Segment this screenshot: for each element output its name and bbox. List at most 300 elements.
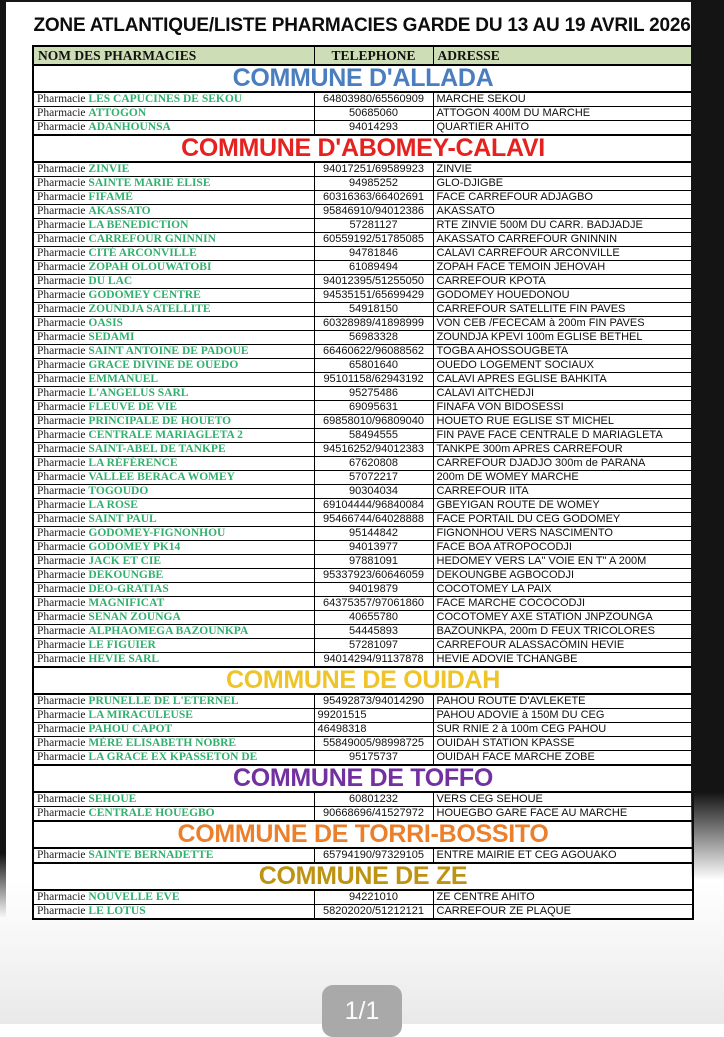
pharmacy-name: ZOPAH OLOUWATOBI — [88, 261, 212, 273]
pharmacy-name: PRINCIPALE DE HOUETO — [88, 415, 232, 427]
address-cell: CARREFOUR KPOTA — [433, 275, 693, 289]
pharmacy-name-cell — [33, 247, 314, 261]
pharmacy-prefix: Pharmacie — [37, 583, 89, 595]
pharmacy-name: CENTRALE HOUEGBO — [88, 807, 215, 819]
pharmacy-name: LES CAPUCINES DE SEKOU — [88, 93, 243, 105]
table-row — [33, 415, 693, 429]
address-cell: RTE ZINVIE 500M DU CARR. BADJADJE — [433, 219, 693, 233]
table-row — [33, 191, 693, 205]
phone-cell: 55849005/98998725 — [314, 737, 433, 751]
phone-cell: 90668696/41527972 — [314, 807, 433, 822]
pharmacy-name: VALLEE BERACA WOMEY — [88, 471, 235, 483]
pharmacy-name-cell — [33, 233, 314, 247]
pharmacy-name-cell — [33, 457, 314, 471]
pharmacy-name: SAINT-ABEL DE TANKPE — [88, 443, 226, 455]
pharmacy-name: PAHOU CAPOT — [88, 723, 173, 735]
phone-cell: 69104444/96840084 — [314, 499, 433, 513]
phone-cell: 95144842 — [314, 527, 433, 541]
pharmacy-prefix: Pharmacie — [37, 107, 89, 119]
address-cell: CARREFOUR ALASSACÔMIN HEVIE — [433, 639, 693, 653]
phone-cell: 57072217 — [314, 471, 433, 485]
table-row — [33, 219, 693, 233]
table-row — [33, 233, 693, 247]
phone-cell: 57281097 — [314, 639, 433, 653]
table-row — [33, 401, 693, 415]
table-row — [33, 848, 693, 863]
pharmacy-name: SAINT PAUL — [88, 513, 157, 525]
address-cell: PAHOU ADOVIE à 150M DU CEG — [433, 709, 693, 723]
pharmacy-prefix: Pharmacie — [37, 905, 89, 917]
address-cell: OUIDAH STATION KPASSE — [433, 737, 693, 751]
phone-cell: 69858010/96809040 — [314, 415, 433, 429]
pharmacy-name: SEDAMI — [88, 331, 135, 343]
pharmacy-name: FIFAMÈ — [88, 191, 133, 203]
pharmacy-name: GODOMEY CENTRE — [88, 289, 201, 301]
address-cell: CALAVI APRES EGLISE BAHKITA — [433, 373, 693, 387]
pharmacy-name: SENAN ZOUNGA — [88, 611, 181, 623]
pharmacy-name-cell — [33, 205, 314, 219]
table-row — [33, 723, 693, 737]
address-cell: GODOMEY HOUEDONOU — [433, 289, 693, 303]
pharmacy-prefix: Pharmacie — [37, 695, 89, 707]
column-header-adresse: ADRESSE — [433, 46, 693, 65]
table-row — [33, 527, 693, 541]
pharmacy-name-cell — [33, 387, 314, 401]
pharmacy-name-cell — [33, 625, 314, 639]
pharmacy-name-cell — [33, 191, 314, 205]
phone-cell: 65801640 — [314, 359, 433, 373]
address-cell: AKASSATO — [433, 205, 693, 219]
pharmacy-name-cell — [33, 694, 314, 709]
table-row — [33, 807, 693, 822]
table-row — [33, 541, 693, 555]
pharmacy-name: LA MIRACULEUSE — [88, 709, 193, 721]
pharmacy-prefix: Pharmacie — [37, 891, 89, 903]
table-row — [33, 162, 693, 177]
phone-cell: 46498318 — [314, 723, 433, 737]
phone-cell: 94014294/91137878 — [314, 653, 433, 668]
table-row — [33, 261, 693, 275]
address-cell: TANKPE 300m APRES CARREFOUR — [433, 443, 693, 457]
address-cell: CARREFOUR ZE PLAQUE — [433, 905, 693, 920]
address-cell: HOUEGBO GARE FACE AU MARCHE — [433, 807, 693, 822]
pharmacy-name-cell — [33, 289, 314, 303]
pharmacy-name-cell — [33, 569, 314, 583]
table-row — [33, 121, 693, 136]
address-cell: AKASSATO CARREFOUR GNINNIN — [433, 233, 693, 247]
pharmacy-prefix: Pharmacie — [37, 611, 89, 623]
phone-cell: 57281127 — [314, 219, 433, 233]
address-cell: QUARTIER AHITO — [433, 121, 693, 136]
pharmacy-name: HEVIE SARL — [88, 653, 160, 665]
table-row — [33, 457, 693, 471]
phone-cell: 90304034 — [314, 485, 433, 499]
pharmacy-prefix: Pharmacie — [37, 331, 89, 343]
table-row — [33, 737, 693, 751]
phone-cell: 64375357/97061860 — [314, 597, 433, 611]
photo-edge-left — [0, 0, 6, 918]
pharmacy-name-cell — [33, 611, 314, 625]
commune-header: COMMUNE DE ZE — [33, 863, 693, 890]
table-row — [33, 569, 693, 583]
address-cell: HOUETO RUE EGLISE ST MICHEL — [433, 415, 693, 429]
phone-cell: 61089494 — [314, 261, 433, 275]
address-cell: OUEDO LOGEMENT SOCIAUX — [433, 359, 693, 373]
pharmacy-name-cell — [33, 429, 314, 443]
address-cell: COCOTOMEY LA PAIX — [433, 583, 693, 597]
phone-cell: 54445893 — [314, 625, 433, 639]
address-cell: PAHOU ROUTE D'AVLEKETE — [433, 694, 693, 709]
pharmacy-name-cell — [33, 709, 314, 723]
pharmacy-prefix: Pharmacie — [37, 639, 89, 651]
photo-edge-top — [0, 0, 724, 2]
pharmacy-name-cell — [33, 499, 314, 513]
table-header-row — [33, 46, 693, 65]
pharmacy-name: GODOMEY-FIGNONHOU — [88, 527, 226, 539]
pharmacy-name: ATTOGON — [88, 107, 147, 119]
pharmacy-prefix: Pharmacie — [37, 247, 89, 259]
phone-cell: 95337923/60646059 — [314, 569, 433, 583]
commune-header: COMMUNE DE OUIDAH — [33, 667, 693, 694]
table-row — [33, 303, 693, 317]
pharmacy-name: LA ROSE — [88, 499, 138, 511]
address-cell: FIGNONHOU VERS NASCIMENTO — [433, 527, 693, 541]
table-row — [33, 513, 693, 527]
phone-cell: 66460622/96088562 — [314, 345, 433, 359]
pharmacy-name-cell — [33, 583, 314, 597]
pharmacy-name: JACK ET CIE — [88, 555, 162, 567]
pharmacy-name-cell — [33, 317, 314, 331]
pharmacy-name: DU LAC — [88, 275, 133, 287]
table-row — [33, 429, 693, 443]
pharmacy-name-cell — [33, 541, 314, 555]
table-row — [33, 92, 693, 107]
phone-cell: 97881091 — [314, 555, 433, 569]
commune-header-row — [33, 765, 693, 792]
pharmacy-prefix: Pharmacie — [37, 317, 89, 329]
pharmacy-prefix: Pharmacie — [37, 541, 89, 553]
commune-header-row — [33, 667, 693, 694]
pharmacy-prefix: Pharmacie — [37, 499, 89, 511]
pharmacy-name-cell — [33, 737, 314, 751]
commune-header-row — [33, 135, 693, 162]
pharmacy-prefix: Pharmacie — [37, 219, 89, 231]
pharmacy-prefix: Pharmacie — [37, 93, 89, 105]
table-row — [33, 205, 693, 219]
pharmacy-name: EMMANUEL — [88, 373, 159, 385]
phone-cell: 40655780 — [314, 611, 433, 625]
table-row — [33, 639, 693, 653]
photo-edge-right — [691, 0, 724, 880]
pharmacy-prefix: Pharmacie — [37, 191, 89, 203]
pharmacy-prefix: Pharmacie — [37, 527, 89, 539]
pharmacy-prefix: Pharmacie — [37, 387, 89, 399]
commune-header-row — [33, 863, 693, 890]
address-cell: CARREFOUR SATELLITE FIN PAVES — [433, 303, 693, 317]
pharmacy-name: PRUNELLE DE L'ETERNEL — [88, 695, 239, 707]
address-cell: ENTRE MAIRIE ET CEG AGOUAKO — [433, 848, 693, 863]
phone-cell: 95275486 — [314, 387, 433, 401]
pharmacy-name: FLEUVE DE VIE — [88, 401, 178, 413]
address-cell: FACE CARREFOUR ADJAGBO — [433, 191, 693, 205]
table-row — [33, 653, 693, 668]
pharmacy-prefix: Pharmacie — [37, 415, 89, 427]
table-row — [33, 331, 693, 345]
pharmacy-name-cell — [33, 345, 314, 359]
phone-cell: 94014293 — [314, 121, 433, 136]
pharmacy-name-cell — [33, 359, 314, 373]
commune-header: COMMUNE D'ALLADA — [33, 65, 693, 92]
pharmacy-name: SAINT ANTOINE DE PADOUE — [88, 345, 249, 357]
phone-cell: 56983328 — [314, 331, 433, 345]
pharmacy-name: AKASSATO — [88, 205, 151, 217]
table-row — [33, 709, 693, 723]
pharmacy-name-cell — [33, 415, 314, 429]
address-cell: CARREFOUR IITA — [433, 485, 693, 499]
pharmacy-prefix: Pharmacie — [37, 513, 89, 525]
phone-cell: 94019879 — [314, 583, 433, 597]
address-cell: ZOUNDJA KPEVI 100m EGLISE BETHEL — [433, 331, 693, 345]
pharmacy-name-cell — [33, 121, 314, 136]
table-row — [33, 485, 693, 499]
phone-cell: 60559192/51785085 — [314, 233, 433, 247]
address-cell: FACE PORTAIL DU CEG GODOMEY — [433, 513, 693, 527]
page-indicator-badge — [322, 985, 402, 1037]
pharmacy-prefix: Pharmacie — [37, 471, 89, 483]
pharmacy-name: CENTRALE MARIAGLETA 2 — [88, 429, 243, 441]
pharmacy-name: ALPHAOMEGA BAZOUNKPA — [88, 625, 249, 637]
pharmacy-name: LE FIGUIER — [88, 639, 156, 651]
pharmacy-name: CITÉ ARCONVILLE — [88, 247, 197, 259]
pharmacy-name-cell — [33, 653, 314, 668]
address-cell: FIN PAVE FACE CENTRALE D MARIAGLETA — [433, 429, 693, 443]
commune-header-row — [33, 821, 693, 848]
phone-cell: 95175737 — [314, 751, 433, 766]
pharmacy-name: ZOUNDJA SATELLITE — [88, 303, 211, 315]
pharmacy-prefix: Pharmacie — [37, 205, 89, 217]
address-cell: FACE BOA ATROPOCODJI — [433, 541, 693, 555]
phone-cell: 65794190/97329105 — [314, 848, 433, 863]
phone-cell: 95846910/94012386 — [314, 205, 433, 219]
pharmacy-prefix: Pharmacie — [37, 723, 89, 735]
address-cell: 200m DE WOMEY MARCHE — [433, 471, 693, 485]
table-row — [33, 345, 693, 359]
commune-header: COMMUNE DE TOFFO — [33, 765, 693, 792]
pharmacy-name-cell — [33, 513, 314, 527]
pharmacy-prefix: Pharmacie — [37, 555, 89, 567]
table-row — [33, 625, 693, 639]
table-row — [33, 792, 693, 807]
pharmacy-name-cell — [33, 723, 314, 737]
pharmacy-name: LE LOTUS — [88, 905, 146, 917]
address-cell: ZINVIE — [433, 162, 693, 177]
address-cell: ZOPAH FACE TEMOIN JEHOVAH — [433, 261, 693, 275]
phone-cell: 94781846 — [314, 247, 433, 261]
table-row — [33, 387, 693, 401]
table-row — [33, 499, 693, 513]
pharmacy-name: ADANHOUNSA — [88, 121, 171, 133]
address-cell: CALAVI AITCHEDJI — [433, 387, 693, 401]
address-cell: SUR RNIE 2 à 100m CEG PAHOU — [433, 723, 693, 737]
pharmacy-name-cell — [33, 219, 314, 233]
pharmacy-name: TOGOUDO — [88, 485, 149, 497]
commune-header: COMMUNE DE TORRI-BOSSITO — [33, 821, 693, 848]
pharmacy-prefix: Pharmacie — [37, 457, 89, 469]
address-cell: BAZOUNKPA, 200m D FEUX TRICOLORES — [433, 625, 693, 639]
phone-cell: 60328989/41898999 — [314, 317, 433, 331]
table-row — [33, 247, 693, 261]
address-cell: CARREFOUR DJADJO 300m de PARANA — [433, 457, 693, 471]
pharmacy-prefix: Pharmacie — [37, 373, 89, 385]
page-indicator: 1/1 — [344, 996, 380, 1025]
phone-cell: 95466744/64028888 — [314, 513, 433, 527]
pharmacy-prefix: Pharmacie — [37, 625, 89, 637]
pharmacy-name-cell — [33, 792, 314, 807]
pharmacy-prefix: Pharmacie — [37, 485, 89, 497]
phone-cell: 99201515 — [314, 709, 433, 723]
address-cell: VERS CEG SEHOUE — [433, 792, 693, 807]
table-row — [33, 289, 693, 303]
address-cell: OUIDAH FACE MARCHE ZOBE — [433, 751, 693, 766]
pharmacy-prefix: Pharmacie — [37, 163, 89, 175]
pharmacy-name-cell — [33, 639, 314, 653]
pharmacy-name-cell — [33, 597, 314, 611]
table-row — [33, 694, 693, 709]
address-cell: CALAVI CARREFOUR ARCONVILLE — [433, 247, 693, 261]
pharmacy-prefix: Pharmacie — [37, 261, 89, 273]
pharmacy-prefix: Pharmacie — [37, 289, 89, 301]
pharmacy-prefix: Pharmacie — [37, 429, 89, 441]
pharmacy-name: LA RÉFÉRENCE — [88, 457, 178, 469]
pharmacy-name: L'ANGELUS SARL — [88, 387, 189, 399]
document-title: ZONE ATLANTIQUE/LISTE PHARMACIES GARDE DU 13 AU 19 AVRIL 2026 — [33, 15, 691, 36]
address-cell: HEDOMEY VERS LA" VOIE EN T" A 200M — [433, 555, 693, 569]
phone-cell: 60801232 — [314, 792, 433, 807]
pharmacy-name-cell — [33, 555, 314, 569]
pharmacy-name-cell — [33, 107, 314, 121]
address-cell: VON CEB /FECECAM à 200m FIN PAVES — [433, 317, 693, 331]
pharmacy-name-cell — [33, 471, 314, 485]
table-row — [33, 597, 693, 611]
phone-cell: 94017251/69589923 — [314, 162, 433, 177]
pharmacy-name: CARREFOUR GNINNIN — [88, 233, 216, 245]
pharmacy-name-cell — [33, 303, 314, 317]
pharmacy-prefix: Pharmacie — [37, 359, 89, 371]
pharmacy-name: LA BENEDICTION — [88, 219, 189, 231]
pharmacy-prefix: Pharmacie — [37, 345, 89, 357]
table-row — [33, 471, 693, 485]
pharmacy-name: SEHOUE — [88, 793, 137, 805]
table-row — [33, 373, 693, 387]
pharmacy-name-cell — [33, 527, 314, 541]
phone-cell: 94013977 — [314, 541, 433, 555]
phone-cell: 60316363/66402691 — [314, 191, 433, 205]
table-row — [33, 443, 693, 457]
commune-header: COMMUNE D'ABOMEY-CALAVI — [33, 135, 693, 162]
table-row — [33, 359, 693, 373]
pharmacy-prefix: Pharmacie — [37, 443, 89, 455]
phone-cell: 94221010 — [314, 890, 433, 905]
pharmacy-prefix: Pharmacie — [37, 569, 89, 581]
table-row — [33, 583, 693, 597]
phone-cell: 58202020/51212121 — [314, 905, 433, 920]
pharmacy-name: SAINTE BERNADETTE — [88, 849, 214, 861]
phone-cell: 94985252 — [314, 177, 433, 191]
pharmacy-prefix: Pharmacie — [37, 401, 89, 413]
pharmacy-name-cell — [33, 807, 314, 822]
address-cell: COCOTOMEY AXE STATION JNPZOUNGA — [433, 611, 693, 625]
address-cell: TOGBA AHOSSOUGBETA — [433, 345, 693, 359]
address-cell: DEKOUNGBE AGBOCODJI — [433, 569, 693, 583]
pharmacies-table — [32, 45, 694, 920]
pharmacy-name-cell — [33, 275, 314, 289]
commune-header-row — [33, 65, 693, 92]
address-cell: FACE MARCHE COCOCODJI — [433, 597, 693, 611]
pharmacy-name: NOUVELLE EVE — [88, 891, 180, 903]
pharmacy-name-cell — [33, 331, 314, 345]
pharmacy-name-cell — [33, 162, 314, 177]
address-cell: GLO-DJIGBE — [433, 177, 693, 191]
address-cell: HEVIE ADOVIE TCHANGBE — [433, 653, 693, 668]
phone-cell: 94535151/65699429 — [314, 289, 433, 303]
pharmacy-name-cell — [33, 261, 314, 275]
phone-cell: 50685060 — [314, 107, 433, 121]
phone-cell: 95101158/62943192 — [314, 373, 433, 387]
column-header-nom: NOM DES PHARMACIES — [33, 46, 314, 65]
pharmacy-name: MAGNIFICAT — [88, 597, 165, 609]
address-cell: MARCHE SEKOU — [433, 92, 693, 107]
pharmacy-name-cell — [33, 443, 314, 457]
pharmacy-name-cell — [33, 848, 314, 863]
pharmacy-prefix: Pharmacie — [37, 751, 89, 763]
pharmacy-prefix: Pharmacie — [37, 807, 89, 819]
pharmacy-name-cell — [33, 401, 314, 415]
pharmacy-prefix: Pharmacie — [37, 597, 89, 609]
pharmacy-name-cell — [33, 177, 314, 191]
address-cell: ATTOGON 400M DU MARCHE — [433, 107, 693, 121]
table-row — [33, 905, 693, 920]
pharmacy-name: SAINTE MARIE ELISE — [88, 177, 211, 189]
pharmacy-name: OASIS — [88, 317, 123, 329]
table-row — [33, 177, 693, 191]
pharmacy-prefix: Pharmacie — [37, 653, 89, 665]
pharmacy-prefix: Pharmacie — [37, 737, 89, 749]
table-row — [33, 611, 693, 625]
phone-cell: 67620808 — [314, 457, 433, 471]
table-row — [33, 275, 693, 289]
pharmacy-prefix: Pharmacie — [37, 709, 89, 721]
pharmacy-prefix: Pharmacie — [37, 233, 89, 245]
phone-cell: 64803980/65560909 — [314, 92, 433, 107]
address-cell: GBEYIGAN ROUTE DE WOMEY — [433, 499, 693, 513]
phone-cell: 58494555 — [314, 429, 433, 443]
pharmacy-name: GRACE DIVINE DE OUEDO — [88, 359, 239, 371]
pharmacy-name-cell — [33, 890, 314, 905]
table-row — [33, 107, 693, 121]
pharmacy-name: GODOMEY PK14 — [88, 541, 181, 553]
pharmacy-name-cell — [33, 485, 314, 499]
table-row — [33, 751, 693, 766]
pharmacy-name-cell — [33, 92, 314, 107]
column-header-telephone: TELEPHONE — [314, 46, 433, 65]
pharmacy-name: DEO-GRATIAS — [88, 583, 169, 595]
pharmacy-prefix: Pharmacie — [37, 177, 89, 189]
phone-cell: 95492873/94014290 — [314, 694, 433, 709]
address-cell: ZE CENTRE AHITO — [433, 890, 693, 905]
phone-cell: 94012395/51255050 — [314, 275, 433, 289]
pharmacy-prefix: Pharmacie — [37, 275, 89, 287]
address-cell: FINAFA VON BIDOSESSI — [433, 401, 693, 415]
